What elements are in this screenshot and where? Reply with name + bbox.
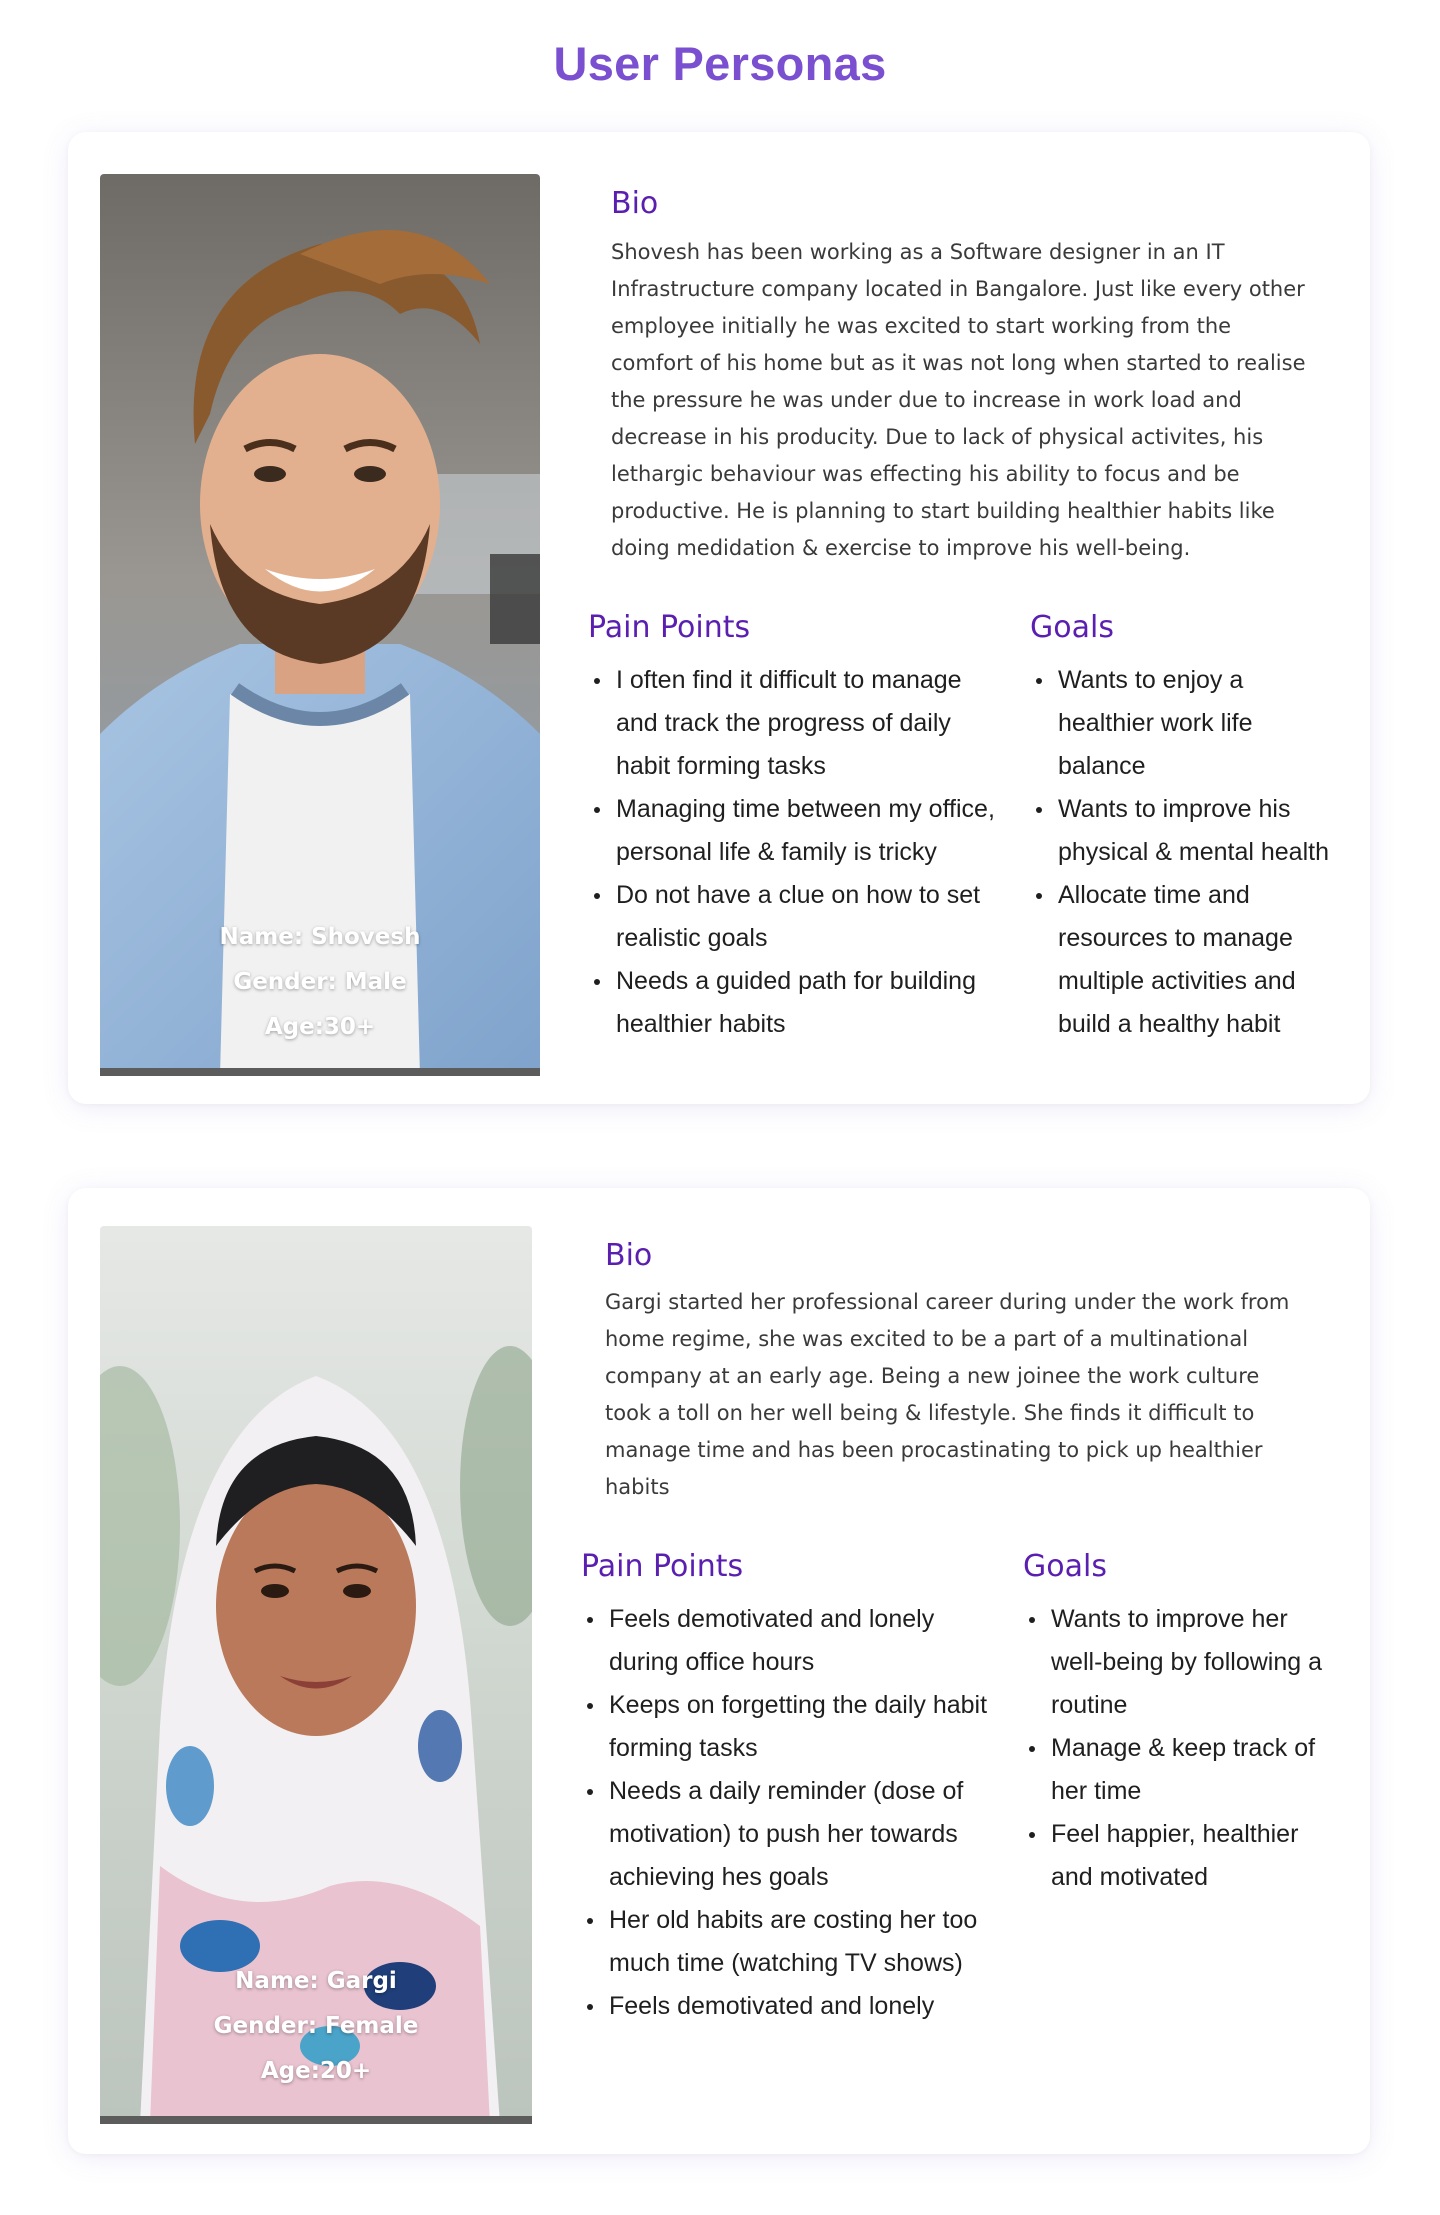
photo-bottom-bar — [100, 1068, 540, 1076]
list-item — [583, 1598, 1023, 1684]
list-item — [1025, 1727, 1365, 1813]
goals-heading: Goals — [1030, 610, 1114, 645]
list-item-line: Keeps on forgetting the daily habit — [609, 1691, 988, 1719]
list-item — [590, 788, 1030, 874]
bio-line: lethargic behaviour was effecting his ability to focus and be — [611, 462, 1240, 486]
persona-age: Age:20+ — [260, 2058, 372, 2084]
list-item-line: Wants to improve his — [1058, 795, 1291, 823]
persona-card-gargi — [68, 1188, 1370, 2154]
persona-gender: Gender: Female — [213, 2013, 419, 2039]
persona-gender: Gender: Male — [233, 969, 407, 995]
bio-text — [605, 1284, 1335, 1506]
list-item — [583, 1770, 1023, 1899]
list-item — [590, 960, 1030, 1046]
persona-name: Name: Shovesh — [219, 924, 421, 950]
list-item-line: achieving hes goals — [609, 1863, 829, 1891]
persona-photo — [100, 1226, 532, 2124]
goals-list — [1032, 659, 1362, 1046]
persona-caption — [100, 915, 540, 1050]
list-item-line: healthier work life — [1058, 709, 1253, 737]
list-item-line: Feels demotivated and lonely — [609, 1992, 935, 2020]
list-item-line: Managing time between my office, — [616, 795, 995, 823]
list-item-line: physical & mental health — [1058, 838, 1329, 866]
list-item-line: realistic goals — [616, 924, 768, 952]
bio-heading: Bio — [605, 1238, 653, 1273]
goals-list — [1025, 1598, 1365, 1899]
bio-line: Infrastructure company located in Bangalore. Just like every other — [611, 277, 1305, 301]
list-item-line: personal life & family is tricky — [616, 838, 937, 866]
list-item — [1032, 874, 1362, 1046]
list-item-line: Her old habits are costing her too — [609, 1906, 978, 1934]
list-item-line: habit forming tasks — [616, 752, 826, 780]
list-item-line: I often find it difficult to manage — [616, 666, 962, 694]
pain-points-heading: Pain Points — [588, 610, 751, 645]
persona-name: Name: Gargi — [235, 1968, 397, 1994]
persona-caption — [100, 1959, 532, 2094]
photo-bottom-bar — [100, 2116, 532, 2124]
bio-line: the pressure he was under due to increase in work load and — [611, 388, 1242, 412]
list-item-line: her time — [1051, 1777, 1142, 1805]
bio-line: comfort of his home but as it was not long when started to realise — [611, 351, 1306, 375]
bio-text — [611, 234, 1331, 567]
list-item — [583, 1899, 1023, 1985]
bio-line: habits — [605, 1475, 670, 1499]
list-item-line: well-being by following a — [1051, 1648, 1322, 1676]
list-item-line: Wants to improve her — [1051, 1605, 1288, 1633]
bio-line: home regime, she was excited to be a part of a multinational — [605, 1327, 1249, 1351]
list-item — [590, 874, 1030, 960]
list-item — [583, 1985, 1023, 2028]
page-title: User Personas — [553, 37, 887, 90]
list-item-line: much time (watching TV shows) — [609, 1949, 963, 1977]
bio-heading: Bio — [611, 186, 659, 221]
list-item — [1025, 1598, 1365, 1727]
bio-line: manage time and has been procastinating to pick up healthier — [605, 1438, 1263, 1462]
list-item-line: routine — [1051, 1691, 1128, 1719]
goals-heading: Goals — [1023, 1549, 1107, 1584]
pain-points-heading: Pain Points — [581, 1549, 744, 1584]
list-item-line: Wants to enjoy a — [1058, 666, 1244, 694]
bio-line: employee initially he was excited to start working from the — [611, 314, 1232, 338]
list-item-line: healthier habits — [616, 1010, 786, 1038]
persona-card-shovesh — [68, 132, 1370, 1104]
persona-age: Age:30+ — [264, 1014, 376, 1040]
list-item-line: balance — [1058, 752, 1146, 780]
bio-line: doing medidation & exercise to improve his well-being. — [611, 536, 1191, 560]
list-item-line: Do not have a clue on how to set — [616, 881, 981, 909]
bio-line: Gargi started her professional career during under the work from — [605, 1290, 1290, 1314]
bio-line: took a toll on her well being & lifestyle. She finds it difficult to — [605, 1401, 1255, 1425]
bio-line: productive. He is planning to start building healthier habits like — [611, 499, 1275, 523]
list-item-line: Feel happier, healthier — [1051, 1820, 1299, 1848]
list-item — [590, 659, 1030, 788]
list-item-line: and motivated — [1051, 1863, 1209, 1891]
list-item-line: multiple activities and — [1058, 967, 1296, 995]
list-item-line: Needs a daily reminder (dose of — [609, 1777, 964, 1805]
list-item — [583, 1684, 1023, 1770]
list-item — [1032, 659, 1362, 788]
list-item-line: and track the progress of daily — [616, 709, 951, 737]
persona-photo — [100, 174, 540, 1076]
list-item-line: motivation) to push her towards — [609, 1820, 958, 1848]
list-item-line: Manage & keep track of — [1051, 1734, 1316, 1762]
list-item-line: build a healthy habit — [1058, 1010, 1281, 1038]
bio-line: company at an early age. Being a new joinee the work culture — [605, 1364, 1260, 1388]
list-item-line: Allocate time and — [1058, 881, 1250, 909]
pain-points-list — [590, 659, 1030, 1046]
list-item — [1032, 788, 1362, 874]
list-item — [1025, 1813, 1365, 1899]
list-item-line: Needs a guided path for building — [616, 967, 976, 995]
list-item-line: during office hours — [609, 1648, 815, 1676]
pain-points-list — [583, 1598, 1023, 2028]
list-item-line: resources to manage — [1058, 924, 1293, 952]
list-item-line: forming tasks — [609, 1734, 758, 1762]
bio-line: decrease in his producity. Due to lack of physical activites, his — [611, 425, 1264, 449]
bio-line: Shovesh has been working as a Software designer in an IT — [611, 240, 1225, 264]
list-item-line: Feels demotivated and lonely — [609, 1605, 935, 1633]
